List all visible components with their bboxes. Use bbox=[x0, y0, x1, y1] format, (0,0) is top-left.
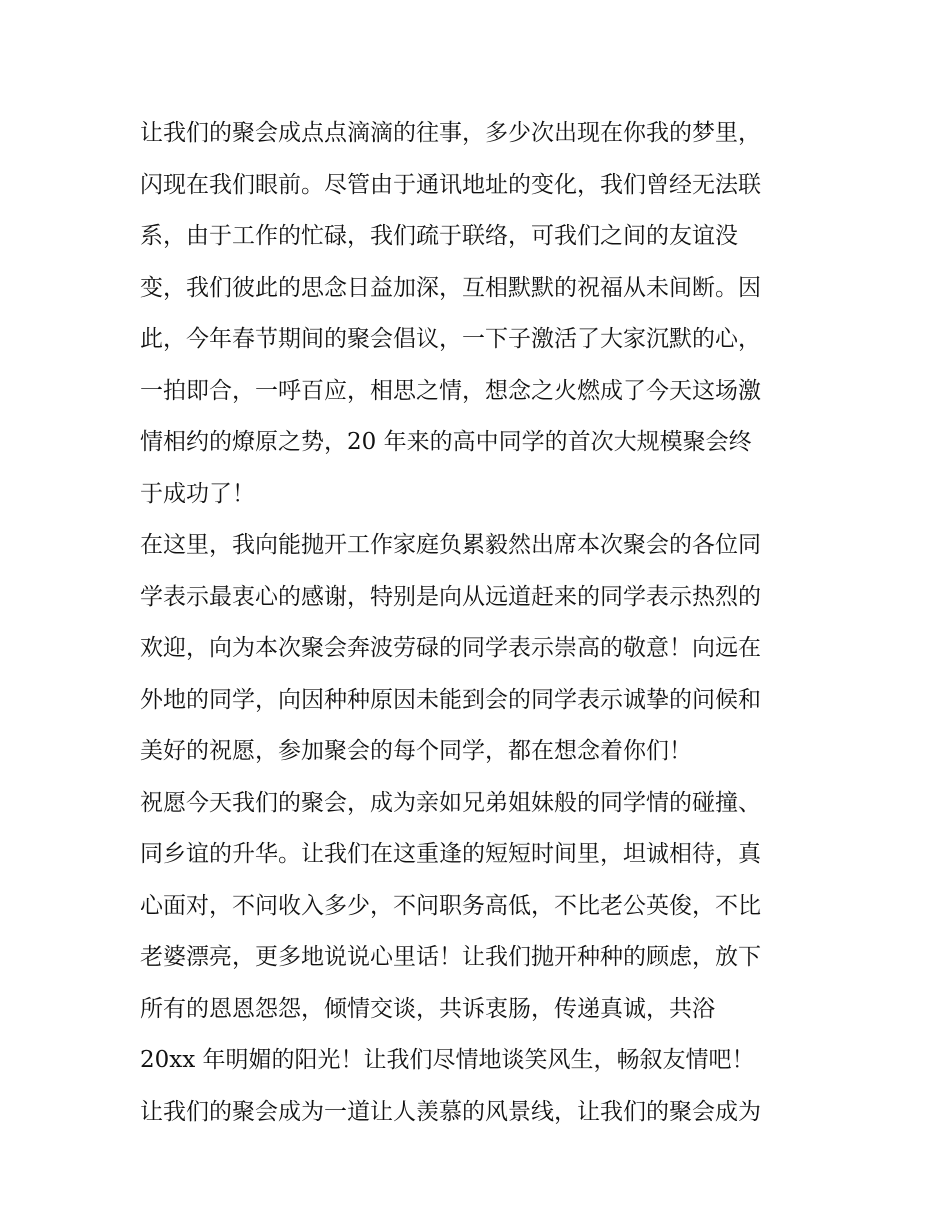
text-line: 于成功了！ bbox=[140, 480, 255, 507]
document-body-text bbox=[140, 108, 820, 1138]
text-line: 闪现在我们眼前。尽管由于通讯地址的变化，我们曾经无法联 bbox=[140, 171, 761, 198]
text-line: 学表示最衷心的感谢，特别是向从远道赶来的同学表示热烈的 bbox=[140, 583, 761, 610]
text-line: 让我们的聚会成为一道让人羡慕的风景线，让我们的聚会成为 bbox=[140, 1098, 761, 1125]
text-line: 祝愿今天我们的聚会，成为亲如兄弟姐妹般的同学情的碰撞、 bbox=[140, 789, 761, 816]
text-line: 心面对，不问收入多少，不问职务高低，不比老公英俊，不比 bbox=[140, 892, 761, 919]
text-line: 此，今年春节期间的聚会倡议，一下子激活了大家沉默的心， bbox=[140, 326, 761, 352]
text-line: 同乡谊的升华。让我们在这重逢的短短时间里，坦诚相待，真 bbox=[140, 841, 761, 867]
text-line: 让我们的聚会成点点滴滴的往事，多少次出现在你我的梦里， bbox=[140, 120, 761, 146]
text-line: 美好的祝愿，参加聚会的每个同学，都在想念着你们！ bbox=[140, 738, 692, 764]
text-line: 外地的同学，向因种种原因未能到会的同学表示诚挚的问候和 bbox=[140, 686, 761, 713]
text-line: 所有的恩恩怨怨，倾情交谈，共诉衷肠，传递真诚，共浴 bbox=[140, 995, 715, 1022]
text-line: 系，由于工作的忙碌，我们疏于联络，可我们之间的友谊没 bbox=[140, 223, 738, 249]
text-line: 一拍即合，一呼百应，相思之情，想念之火燃成了今天这场激 bbox=[140, 377, 761, 404]
text-line: 老婆漂亮，更多地说说心里话！让我们抛开种种的顾虑，放下 bbox=[140, 944, 761, 970]
text-line: 欢迎，向为本次聚会奔波劳碌的同学表示崇高的敬意！向远在 bbox=[140, 635, 761, 661]
text-line: 情相约的燎原之势，20 年来的高中同学的首次大规模聚会终 bbox=[140, 429, 752, 455]
text-line: 在这里，我向能抛开工作家庭负累毅然出席本次聚会的各位同 bbox=[140, 532, 761, 558]
text-line: 变，我们彼此的思念日益加深，互相默默的祝福从未间断。因 bbox=[140, 274, 761, 301]
text-line: 20xx 年明媚的阳光！让我们尽情地谈笑风生，畅叙友情吧！ bbox=[140, 1047, 755, 1073]
